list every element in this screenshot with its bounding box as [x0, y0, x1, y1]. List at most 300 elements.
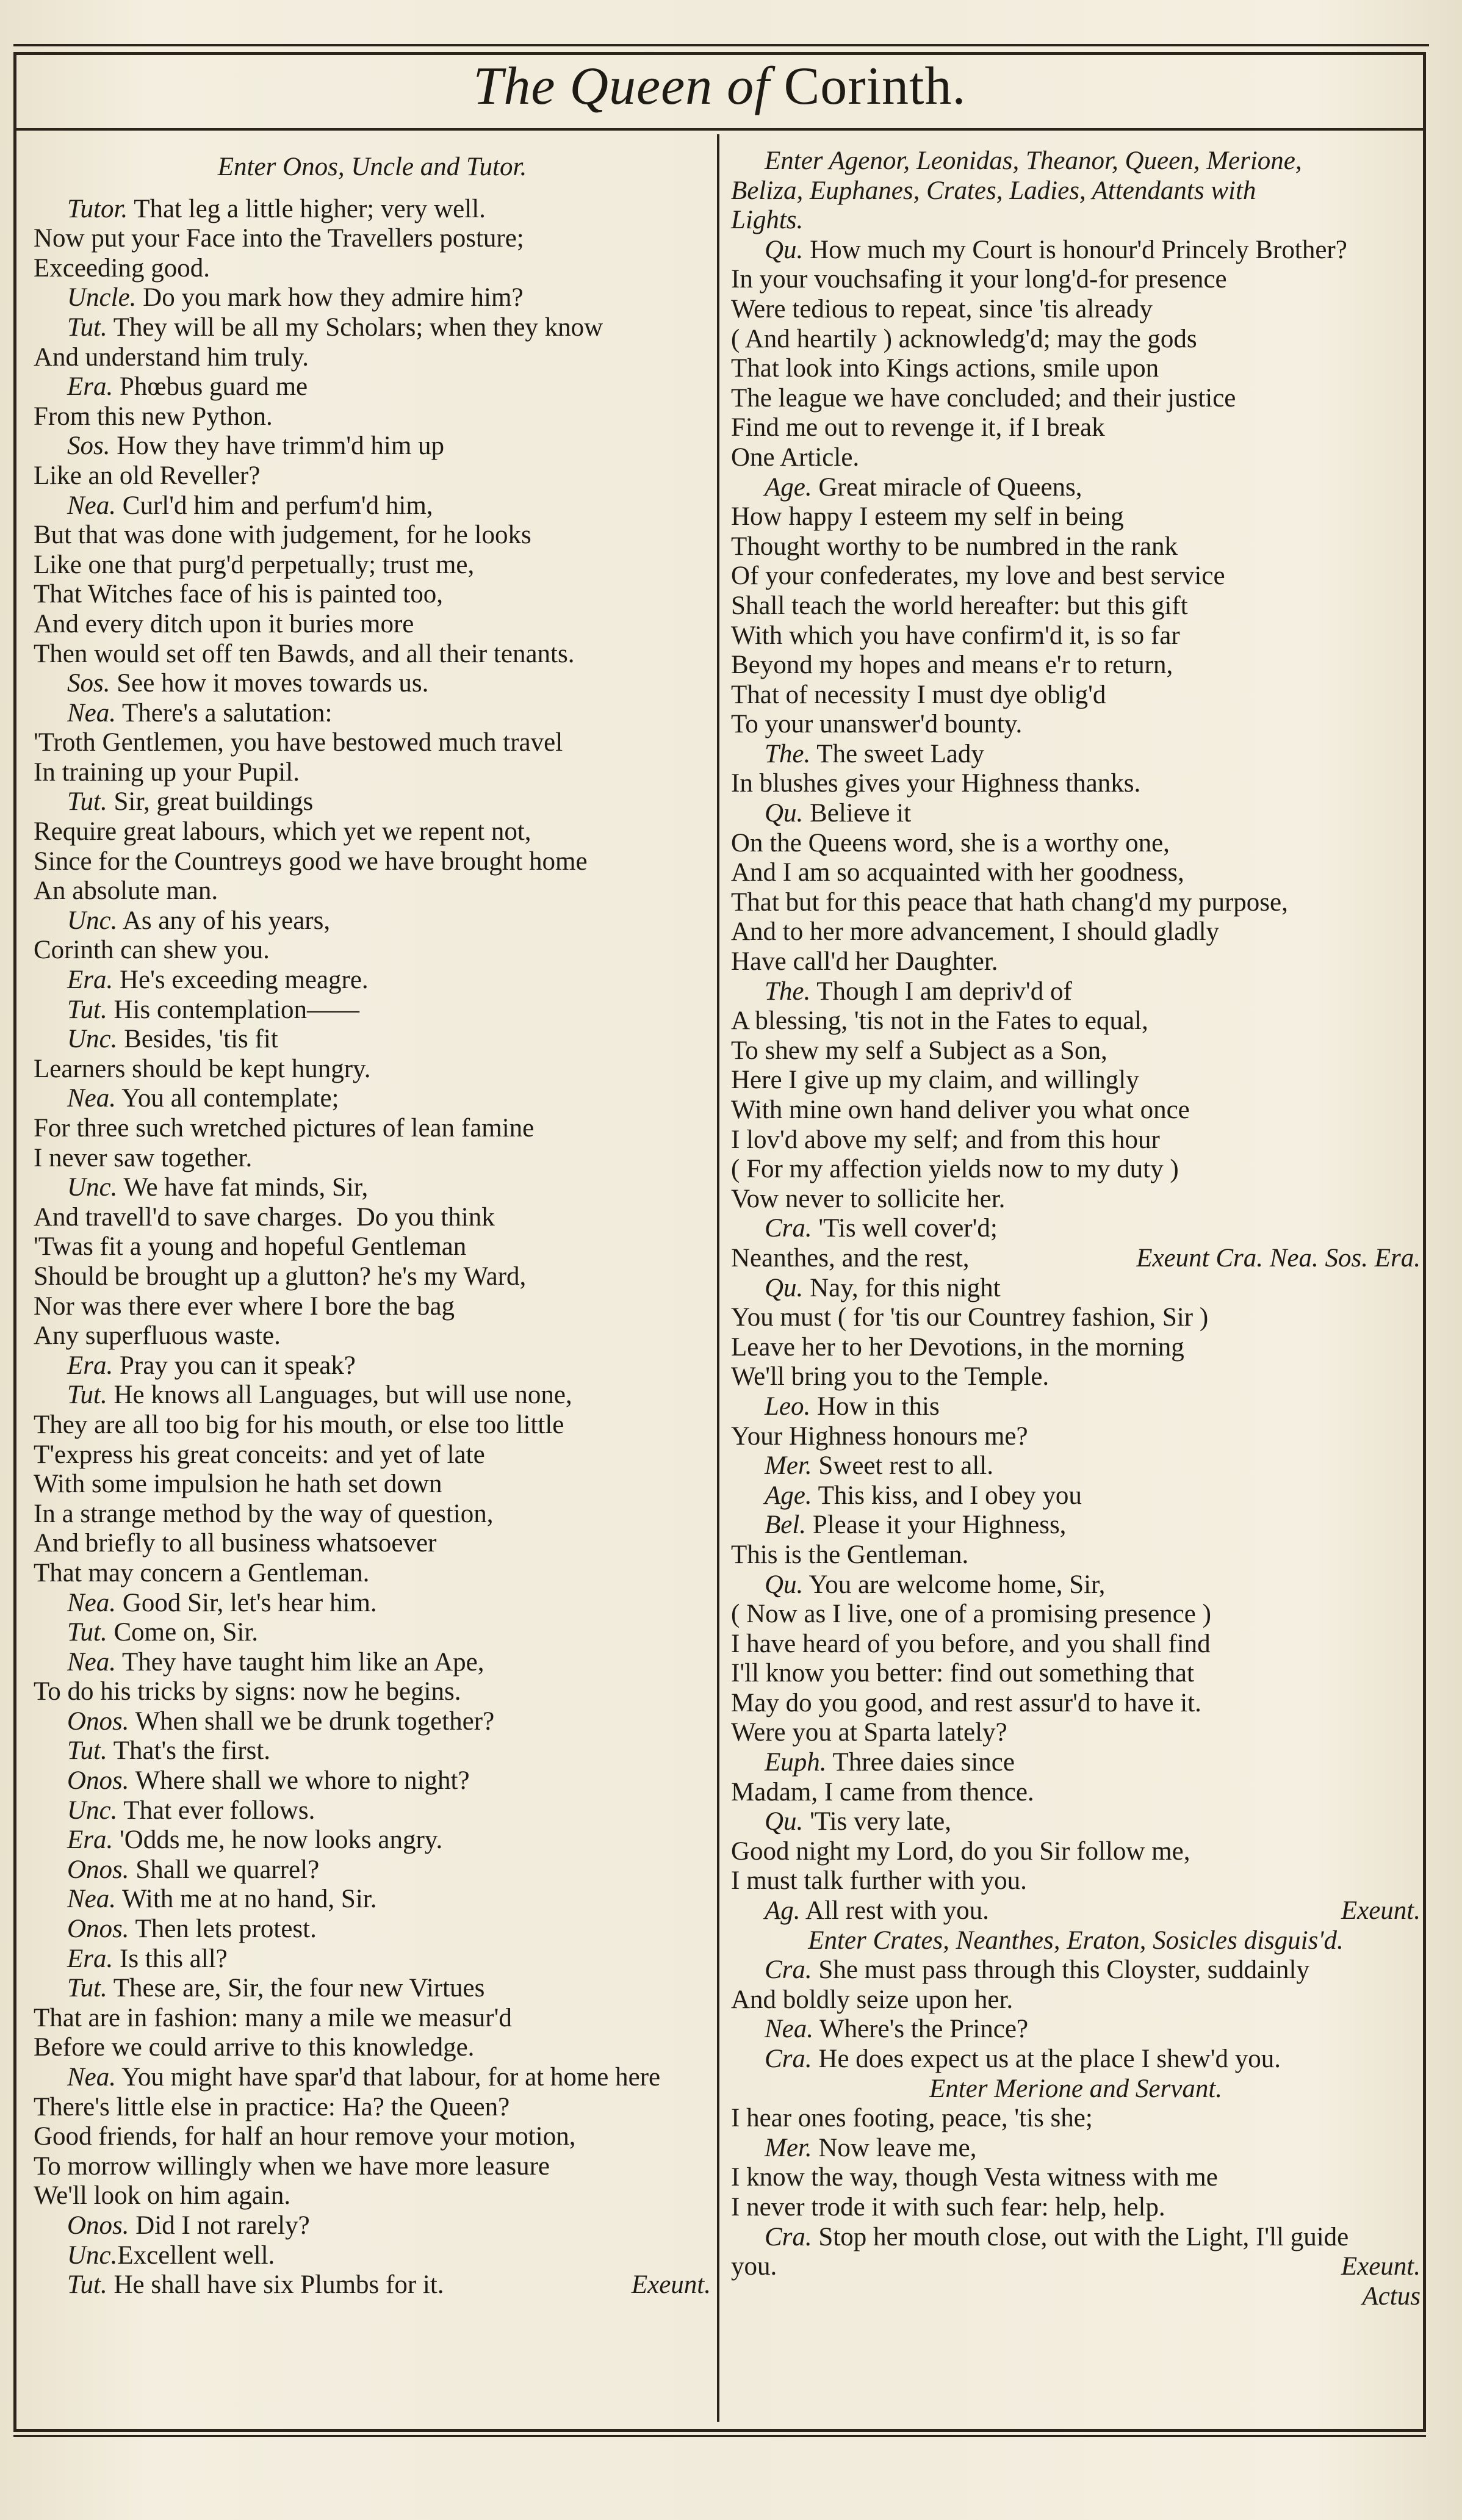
- speech-line: [34, 1915, 711, 1944]
- verse-line: Then would set off ten Bawds, and all their tenants.: [34, 639, 575, 668]
- verse-line: From this new Python.: [34, 402, 273, 431]
- speaker-name: Nea.: [67, 491, 117, 520]
- speech-text: Please it your Highness,: [806, 1511, 1067, 1540]
- speech-line: [34, 699, 711, 729]
- speech-text-wrap: [765, 236, 1347, 264]
- speaker-name: Nea.: [67, 698, 117, 727]
- verse-line: ( For my affection yields now to my duty ): [731, 1155, 1179, 1184]
- verse-line: In a strange method by the way of question,: [34, 1499, 494, 1528]
- verse-line: Good friends, for half an hour remove your motion,: [34, 2122, 576, 2151]
- verse-line: To shew my self a Subject as a Son,: [731, 1036, 1107, 1065]
- speech-text-wrap: [765, 1955, 1309, 1984]
- speech-line: [731, 2015, 1421, 2045]
- speech-line: [34, 1618, 711, 1648]
- speaker-name: Onos.: [67, 1766, 129, 1796]
- speaker-name: Nea.: [765, 2015, 814, 2044]
- speaker-name: Era.: [67, 1351, 113, 1380]
- exit-direction: Exeunt.: [631, 2270, 711, 2300]
- speech-text-wrap: [765, 2134, 976, 2162]
- speech-text: Phœbus guard me: [113, 372, 308, 402]
- title-word-the: The: [473, 57, 556, 116]
- verse-line: Exceeding good.: [34, 253, 210, 283]
- speech-line: [34, 313, 711, 343]
- speech-text: Though I am depriv'd of: [810, 977, 1072, 1006]
- verse-line: That of necessity I must dye oblig'd: [731, 680, 1106, 709]
- verse-line: ( Now as I live, one of a promising presence ): [731, 1600, 1211, 1629]
- speech-text-wrap: [67, 1707, 494, 1736]
- speech-line: [34, 1173, 711, 1203]
- speaker-name: Unc.: [67, 2240, 118, 2270]
- speech-line: [731, 2045, 1421, 2074]
- verse-line: [731, 2252, 1421, 2282]
- verse-line: Corinth can shew you.: [34, 936, 270, 965]
- speech-text: These are, Sir, the four new Virtues: [107, 1974, 485, 2003]
- speaker-name: Qu.: [765, 235, 804, 264]
- speaker-name: Nea.: [67, 1588, 117, 1617]
- speech-line: [34, 1648, 711, 1678]
- speech-text-wrap: [67, 1944, 228, 1973]
- verse-line: A blessing, 'tis not in the Fates to equal,: [731, 1006, 1148, 1036]
- verse-line: And boldly seize upon her.: [731, 1985, 1014, 2014]
- speech-line: [34, 195, 711, 225]
- stage-direction: Lights.: [731, 206, 804, 235]
- speaker-name: Onos.: [67, 2211, 129, 2240]
- speech-text: All rest with you.: [800, 1896, 989, 1926]
- verse-line: I never saw together.: [34, 1143, 253, 1172]
- speech-line: [34, 283, 711, 313]
- speaker-name: Unc.: [67, 1025, 118, 1054]
- speech-line: [34, 1351, 711, 1381]
- speech-text: He's exceeding meagre.: [113, 966, 369, 995]
- speech-text: Did I not rarely?: [129, 2211, 310, 2240]
- speech-line: [34, 1825, 711, 1855]
- speech-text: Shall we quarrel?: [129, 1855, 320, 1884]
- speech-text-wrap: [765, 1570, 1105, 1599]
- speaker-name: Tut.: [67, 312, 107, 342]
- verse-line: Should be brought up a glutton? he's my Ward,: [34, 1262, 527, 1291]
- speaker-name: Qu.: [765, 1807, 804, 1836]
- exit-direction: Exeunt.: [1341, 1896, 1421, 1926]
- speech-text: As any of his years,: [117, 906, 331, 935]
- speech-text: That ever follows.: [117, 1796, 315, 1825]
- speech-text-wrap: [67, 995, 359, 1024]
- verse-line: In your vouchsafing it your long'd-for presence: [731, 265, 1227, 294]
- speech-text: How much my Court is honour'd Princely Brother?: [803, 235, 1347, 264]
- speaker-name: Onos.: [67, 1706, 129, 1736]
- speech-line: [731, 977, 1421, 1007]
- speech-text-wrap: [765, 1511, 1066, 1539]
- speaker-name: Leo.: [765, 1392, 811, 1421]
- speech-text-wrap: [765, 2045, 1281, 2073]
- verse-line: How happy I esteem my self in being: [731, 502, 1124, 532]
- speech-text: Where's the Prince?: [813, 2015, 1029, 2044]
- speech-line: [731, 2134, 1421, 2164]
- verse-line: T'express his great conceits: and yet of late: [34, 1440, 485, 1469]
- verse-line: You must ( for 'tis our Countrey fashion, Sir ): [731, 1303, 1209, 1332]
- exit-direction: Exeunt Cra. Nea. Sos. Era.: [1136, 1243, 1421, 1273]
- verse-line: Were tedious to repeat, since 'tis already: [731, 294, 1153, 323]
- top-rule: [13, 44, 1429, 46]
- verse-line: Of your confederates, my love and best service: [731, 561, 1225, 591]
- speech-text-wrap: [67, 195, 486, 223]
- speech-text: Is this all?: [113, 1944, 228, 1973]
- speech-text: That's the first.: [107, 1736, 271, 1766]
- left-column: [34, 153, 711, 2300]
- speech-text-wrap: [765, 740, 984, 768]
- speaker-name: Uncle.: [67, 283, 137, 312]
- speech-text: He does expect us at the place I shew'd you.: [812, 2045, 1281, 2073]
- speech-text: Come on, Sir.: [107, 1618, 259, 1647]
- speech-text-wrap: [67, 1915, 317, 1943]
- verse-line: Before we could arrive to this knowledge.: [34, 2033, 475, 2062]
- speech-text-wrap: [67, 491, 433, 520]
- verse-line: I'll know you better: find out something that: [731, 1659, 1194, 1688]
- speech-line: [731, 1807, 1421, 1837]
- speaker-name: Euph.: [765, 1748, 827, 1777]
- speaker-name: Nea.: [67, 1084, 117, 1113]
- speech-text-wrap: [67, 1589, 377, 1617]
- verse-line: And every ditch upon it buries more: [34, 609, 414, 638]
- speech-line: [34, 1589, 711, 1619]
- speech-text-wrap: [67, 1351, 356, 1380]
- verse-line: Any superfluous waste.: [34, 1321, 281, 1351]
- speech-line: [731, 1451, 1421, 1481]
- speech-text-wrap: [67, 1855, 319, 1884]
- speech-text: Believe it: [803, 799, 912, 828]
- speech-text-wrap: [765, 977, 1072, 1006]
- verse-line: Good night my Lord, do you Sir follow me,: [731, 1836, 1190, 1866]
- speech-text: He knows all Languages, but will use none,: [107, 1381, 572, 1410]
- verse-line: For three such wretched pictures of lean famine: [34, 1114, 535, 1143]
- speech-text-wrap: [67, 372, 308, 401]
- verse-line: Require great labours, which yet we repent not,: [34, 817, 531, 847]
- stage-direction: Enter Merione and Servant.: [929, 2074, 1223, 2103]
- speech-text-wrap: [765, 2015, 1028, 2043]
- verse-line: To do his tricks by signs: now he begins.: [34, 1677, 461, 1706]
- verse-line: There's little else in practice: Ha? the Queen?: [34, 2092, 510, 2121]
- verse-line: Vow never to sollicite her.: [731, 1184, 1006, 1213]
- right-column: [731, 146, 1421, 2311]
- speech-text: Then lets protest.: [129, 1915, 317, 1944]
- speech-line: [731, 1481, 1421, 1511]
- speech-text: Where shall we whore to night?: [129, 1766, 470, 1796]
- speech-text: She must pass through this Cloyster, suddainly: [812, 1955, 1309, 1985]
- verse-line: That are in fashion: many a mile we measur'd: [34, 2003, 512, 2032]
- speech-text-wrap: [67, 1025, 278, 1053]
- speech-line: [34, 1796, 711, 1826]
- verse-line: An absolute man.: [34, 876, 218, 906]
- speech-line: [731, 1274, 1421, 1304]
- verse-line: Nor was there ever where I bore the bag: [34, 1291, 455, 1321]
- speech-text-wrap: [67, 1974, 484, 2002]
- speaker-name: Qu.: [765, 799, 804, 828]
- speech-text: Great miracle of Queens,: [812, 472, 1082, 502]
- speech-line: [34, 491, 711, 521]
- speech-line: [34, 431, 711, 461]
- speaker-name: Nea.: [67, 2063, 117, 2092]
- verse-line: This is the Gentleman.: [731, 1540, 969, 1569]
- speech-line: [34, 1381, 711, 1410]
- speech-line: [34, 1855, 711, 1885]
- verse-line: Shall teach the world hereafter: but this gift: [731, 591, 1188, 620]
- spacer: [34, 182, 711, 195]
- speech-line: [34, 906, 711, 936]
- speech-text: His contemplation——: [107, 995, 359, 1024]
- speech-text-wrap: [67, 2063, 660, 2092]
- speech-text-wrap: [67, 1766, 470, 1795]
- speech-text: With me at no hand, Sir.: [116, 1885, 377, 1914]
- speech-text: They will be all my Scholars; when they know: [107, 312, 603, 342]
- speech-text: Now leave me,: [812, 2133, 977, 2162]
- verse-line: May do you good, and rest assur'd to have it.: [731, 1688, 1201, 1717]
- title-rule: [13, 128, 1426, 131]
- verse-line: And briefly to all business whatsoever: [34, 1529, 437, 1558]
- verse-line: In blushes gives your Highness thanks.: [731, 769, 1141, 798]
- running-title: [13, 50, 1426, 123]
- speech-text-wrap: [67, 1173, 368, 1202]
- speaker-name: Tut.: [67, 2270, 107, 2300]
- speech-text: They have taught him like an Ape,: [116, 1647, 484, 1677]
- speech-line: [34, 2270, 711, 2300]
- speech-text: Three daies since: [826, 1748, 1015, 1777]
- speaker-name: Era.: [67, 1825, 113, 1855]
- speaker-name: Unc.: [67, 1173, 118, 1202]
- speech-text-wrap: [67, 1885, 376, 1913]
- speech-text-wrap: [765, 1481, 1082, 1510]
- speech-line: [34, 1025, 711, 1055]
- speaker-name: The.: [765, 977, 811, 1006]
- speech-line: [731, 740, 1421, 770]
- speaker-name: Mer.: [765, 1451, 812, 1481]
- verse-line: That Witches face of his is painted too,: [34, 580, 443, 609]
- speaker-name: Tut.: [67, 787, 107, 817]
- speech-text-wrap: [67, 1736, 270, 1765]
- verse-line: I lov'd above my self; and from this hour: [731, 1125, 1160, 1154]
- verse-line: With some impulsion he hath set down: [34, 1470, 442, 1499]
- speech-text-wrap: [67, 669, 428, 698]
- stage-direction: Enter Crates, Neanthes, Eraton, Sosicles disguis'd.: [808, 1926, 1344, 1955]
- verse-line: And understand him truly.: [34, 342, 309, 372]
- verse-line: That may concern a Gentleman.: [34, 1558, 370, 1587]
- title-word-of: of: [727, 57, 770, 116]
- speech-text: Excellent well.: [117, 2240, 275, 2270]
- speech-line: [34, 1084, 711, 1114]
- speech-line: [34, 1944, 711, 1974]
- speech-line: [731, 236, 1421, 265]
- speech-line: [731, 799, 1421, 829]
- speech-text: You might have spar'd that labour, for at home here: [116, 2063, 661, 2092]
- speech-text: Good Sir, let's hear him.: [116, 1588, 377, 1617]
- verse-line: To your unanswer'd bounty.: [731, 710, 1023, 739]
- speaker-name: Tut.: [67, 1381, 107, 1410]
- speech-text-wrap: [67, 431, 444, 460]
- speaker-name: Cra.: [765, 2045, 812, 2073]
- speaker-name: Unc.: [67, 1796, 118, 1825]
- speech-text: Sweet rest to all.: [812, 1451, 993, 1481]
- speech-text-wrap: [67, 1381, 572, 1409]
- speech-text-wrap: [67, 1825, 442, 1854]
- speech-line: [34, 787, 711, 817]
- verse-line: [731, 1244, 1421, 1274]
- speaker-name: Bel.: [765, 1511, 807, 1540]
- speech-text: The sweet Lady: [810, 739, 984, 768]
- speech-line: [731, 1214, 1421, 1244]
- verse-line: The league we have concluded; and their justice: [731, 383, 1236, 413]
- speech-text: He shall have six Plumbs for it.: [107, 2270, 444, 2300]
- verse-line: That look into Kings actions, smile upon: [731, 354, 1159, 383]
- verse-line: Like one that purg'd perpetually; trust me,: [34, 550, 475, 579]
- speaker-name: Tut.: [67, 995, 107, 1024]
- speech-text: Nay, for this night: [803, 1273, 1001, 1302]
- speaker-name: Cra.: [765, 1214, 812, 1243]
- exit-direction: Exeunt.: [1341, 2252, 1421, 2281]
- speech-text: There's a salutation:: [116, 698, 333, 727]
- speech-line: [34, 1736, 711, 1766]
- speech-text-wrap: [765, 1807, 951, 1836]
- speech-line: [34, 669, 711, 699]
- speech-line: [731, 1955, 1421, 1985]
- verse-line: Like an old Reveller?: [34, 461, 261, 490]
- speaker-name: Tut.: [67, 1736, 107, 1766]
- verse-line: Were you at Sparta lately?: [731, 1718, 1007, 1747]
- verse-line: Now put your Face into the Travellers posture;: [34, 224, 524, 253]
- speech-line: [34, 2211, 711, 2241]
- speech-text: 'Odds me, he now looks angry.: [113, 1825, 443, 1855]
- verse-line: And I am so acquainted with her goodness,: [731, 858, 1184, 887]
- speaker-name: Cra.: [765, 1955, 812, 1985]
- verse-line: We'll bring you to the Temple.: [731, 1362, 1050, 1392]
- speech-line: [731, 2223, 1421, 2253]
- speaker-name: Mer.: [765, 2133, 812, 2162]
- speech-text: That leg a little higher; very well.: [128, 194, 486, 223]
- speech-text: Stop her mouth close, out with the Light, I'll guide: [812, 2222, 1349, 2251]
- speech-text-wrap: [67, 787, 313, 816]
- verse-line: Madam, I came from thence.: [731, 1777, 1034, 1807]
- speech-line: [731, 473, 1421, 503]
- speech-line: [34, 372, 711, 402]
- speaker-name: Nea.: [67, 1647, 117, 1677]
- verse-text: you.: [731, 2252, 777, 2281]
- verse-line: Have call'd her Daughter.: [731, 947, 998, 977]
- speech-line: [34, 1766, 711, 1796]
- verse-line: With mine own hand deliver you what once: [731, 1096, 1190, 1124]
- title-word-queen: Queen: [569, 57, 713, 116]
- verse-line: They are all too big for his mouth, or else too little: [34, 1410, 564, 1439]
- verse-line: And travell'd to save charges. Do you think: [34, 1202, 495, 1232]
- bottom-rule: [13, 2435, 1426, 2437]
- verse-line: That but for this peace that hath chang'd my purpose,: [731, 887, 1288, 917]
- speech-text: Sir, great buildings: [107, 787, 314, 817]
- speaker-name: Sos.: [67, 669, 110, 698]
- speech-line: [34, 995, 711, 1025]
- verse-line: Your Highness honours me?: [731, 1421, 1028, 1451]
- verse-line: I know the way, though Vesta witness with me: [731, 2163, 1218, 2192]
- speaker-name: Age.: [765, 1481, 812, 1510]
- speaker-name: Qu.: [765, 1570, 804, 1599]
- speech-text-wrap: [67, 313, 603, 342]
- speech-text-wrap: [67, 1084, 339, 1113]
- speech-text-wrap: [67, 1618, 258, 1647]
- speech-text: Do you mark how they admire him?: [136, 283, 524, 312]
- speech-text-wrap: [765, 1451, 993, 1480]
- speech-text-wrap: [765, 799, 911, 828]
- speaker-name: Era.: [67, 1944, 113, 1973]
- verse-line: On the Queens word, she is a worthy one,: [731, 828, 1170, 857]
- speech-text: You are welcome home, Sir,: [803, 1570, 1106, 1599]
- speaker-name: Onos.: [67, 1855, 129, 1884]
- speech-line: [34, 966, 711, 995]
- speech-text: How they have trimm'd him up: [110, 431, 445, 461]
- verse-line: Find me out to revenge it, if I break: [731, 413, 1105, 442]
- speech-text: This kiss, and I obey you: [812, 1481, 1082, 1510]
- speech-line: [34, 1885, 711, 1915]
- speech-text: Besides, 'tis fit: [117, 1025, 278, 1054]
- speech-text-wrap: [765, 1392, 940, 1421]
- speech-text: When shall we be drunk together?: [129, 1706, 495, 1736]
- verse-line: Learners should be kept hungry.: [34, 1054, 371, 1083]
- speech-text: We have fat minds, Sir,: [117, 1173, 369, 1202]
- title-word-place: Corinth.: [783, 57, 967, 116]
- speaker-name: Age.: [765, 472, 812, 502]
- speech-line: [731, 1896, 1421, 1926]
- speech-text-wrap: [67, 906, 330, 935]
- speech-text-wrap: [67, 699, 332, 727]
- speech-text: You all contemplate;: [116, 1084, 339, 1113]
- speech-text: See how it moves towards us.: [110, 669, 429, 698]
- speech-text-wrap: [765, 473, 1082, 502]
- verse-line: We'll look on him again.: [34, 2181, 291, 2211]
- speech-text-wrap: [67, 2270, 444, 2300]
- verse-line: I have heard of you before, and you shall find: [731, 1629, 1211, 1658]
- verse-line: I never trode it with such fear: help, help.: [731, 2192, 1165, 2222]
- verse-text: Neanthes, and the rest,: [731, 1243, 970, 1273]
- speech-text-wrap: [765, 1748, 1015, 1777]
- speech-text-wrap: [765, 1214, 998, 1243]
- verse-line: But that was done with judgement, for he looks: [34, 521, 531, 550]
- verse-line: In training up your Pupil.: [34, 757, 300, 787]
- verse-line: To morrow willingly when we have more leasure: [34, 2151, 550, 2181]
- verse-line: Leave her to her Devotions, in the morning: [731, 1332, 1184, 1362]
- speech-line: [34, 2241, 711, 2271]
- speech-line: [731, 1748, 1421, 1778]
- speaker-name: Tut.: [67, 1974, 107, 2003]
- speech-line: [731, 1570, 1421, 1600]
- speech-text-wrap: [67, 1648, 484, 1677]
- speech-text: Curl'd him and perfum'd him,: [116, 491, 433, 520]
- stage-direction: Enter Onos, Uncle and Tutor.: [217, 153, 527, 181]
- speech-line: [34, 2063, 711, 2093]
- speech-text-wrap: [67, 966, 369, 994]
- speech-text-wrap: [765, 1896, 989, 1926]
- speaker-name: Onos.: [67, 1915, 129, 1944]
- verse-line: 'Twas fit a young and hopeful Gentleman: [34, 1232, 467, 1262]
- column-divider: [717, 134, 719, 2422]
- verse-line: I hear ones footing, peace, 'tis she;: [731, 2104, 1093, 2133]
- verse-line: With which you have confirm'd it, is so far: [731, 621, 1180, 650]
- speech-line: [34, 1974, 711, 2004]
- speech-text-wrap: [67, 2211, 310, 2240]
- speech-text: How in this: [810, 1392, 940, 1421]
- verse-line: Since for the Countreys good we have brought home: [34, 847, 588, 876]
- speaker-name: Cra.: [765, 2222, 812, 2251]
- speaker-name: Sos.: [67, 431, 110, 461]
- stage-direction: Enter Agenor, Leonidas, Theanor, Queen, Merione,: [765, 146, 1302, 175]
- speaker-name: Era.: [67, 966, 113, 995]
- speech-text: 'Tis well cover'd;: [812, 1214, 998, 1243]
- verse-line: One Article.: [731, 442, 860, 472]
- speech-text-wrap: [765, 1274, 1001, 1302]
- speaker-name: Ag.: [765, 1896, 801, 1926]
